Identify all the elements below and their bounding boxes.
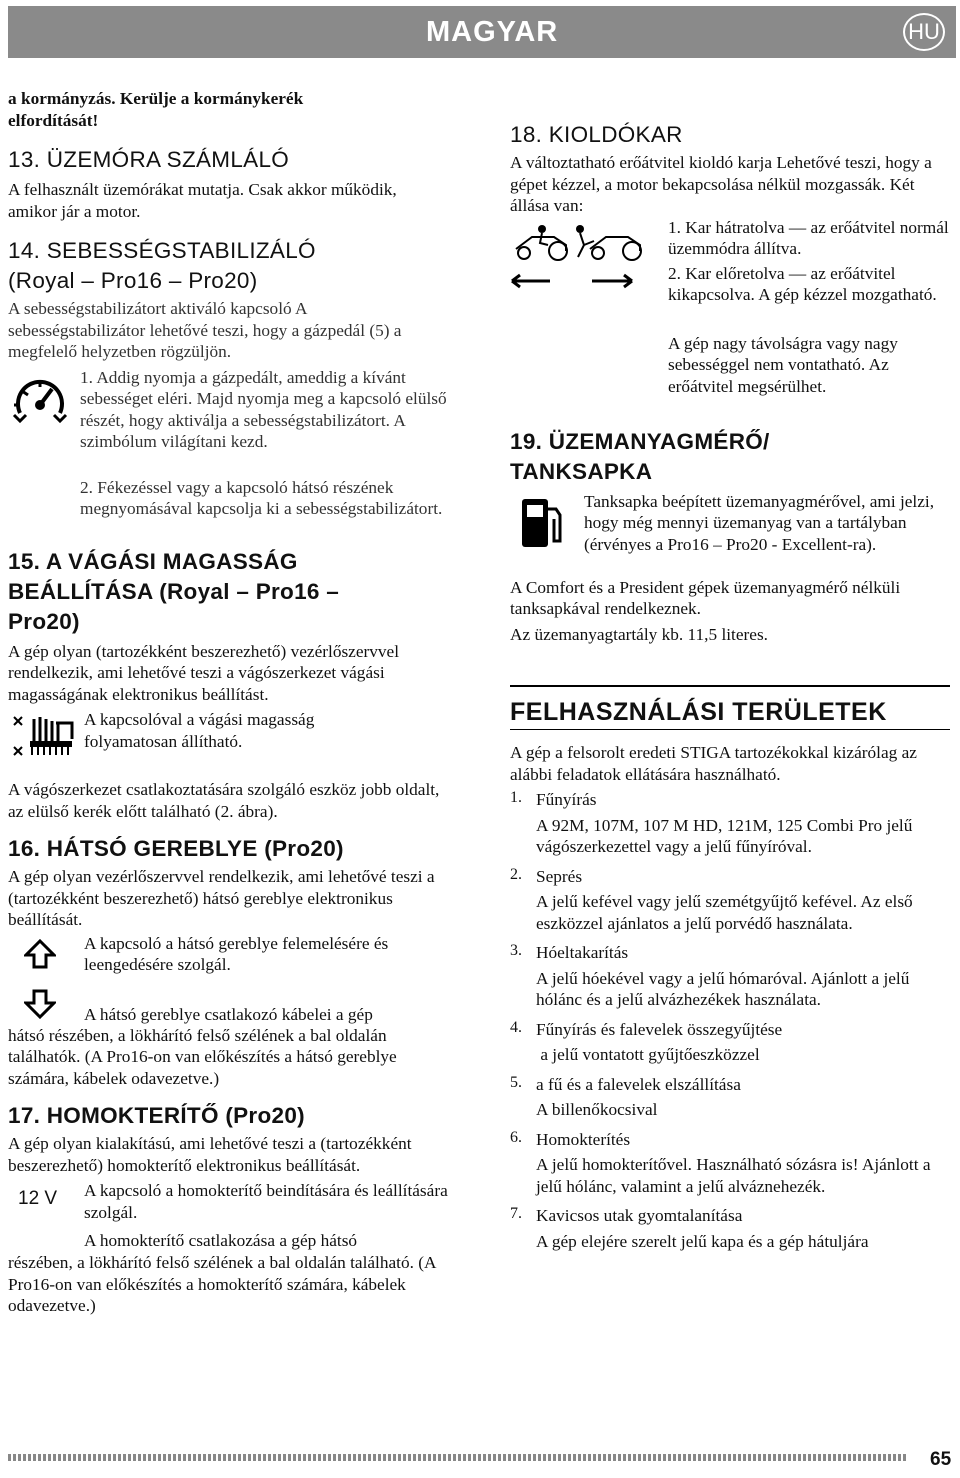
list-item-number: 7. (510, 1205, 522, 1222)
arrow-down-icon (24, 989, 56, 1019)
list-item-desc: A jelű homokterítővel. Használható sózásra is! Ajánlott a jelű hólánc, valamint a jelű alváznehezék. (536, 1155, 931, 1196)
intro-warning: a kormányzás. Kerülje a kormánykerék elfordítását! (8, 89, 304, 130)
list-item-number: 3. (510, 942, 522, 959)
list-item (510, 1019, 955, 1066)
uses-title: FELHASZNÁLÁSI TERÜLETEK (510, 698, 887, 726)
section-19-text-2: A Comfort és a President gépek üzemanyagmérő nélküli tanksapkával rendelkeznek. (510, 577, 901, 618)
section-16-title: 16. HÁTSÓ GEREBLYE (Pro20) (8, 836, 344, 861)
uses-list (510, 789, 955, 1252)
section-13-title: 13. ÜZEMÓRA SZÁMLÁLÓ (8, 147, 290, 172)
section-18-warning: A gép nagy távolságra vagy nagy sebességgel nem vontatható. Az erőátvitel megsérülhet. (668, 333, 898, 396)
section-14-step-2: 2. Fékezéssel vagy a kapcsoló hátsó részének megnyomásával kapcsolja ki a sebességstabilizátort. (80, 477, 443, 518)
section-17-text-2a: A homokterítő csatlakozása a gép hátsó (84, 1231, 358, 1250)
voltage-icon-label: 12 V (18, 1188, 58, 1209)
cutting-height-icon (12, 713, 76, 757)
section-15-icon-text: A kapcsolóval a vágási magasság folyamatosan állítható. (84, 710, 315, 751)
list-item-number: 6. (510, 1128, 522, 1146)
footer-bar (8, 1454, 908, 1461)
section-17-icon-text: A kapcsoló a homokterítő beindítására és leállítására szolgál. (84, 1181, 448, 1222)
list-item-desc: A jelű kefével vagy jelű szemétgyűjtő kefével. Az első eszközzel ajánlatos a jelű porvédő használata. (536, 892, 913, 933)
list-item-desc: A gép elejére szerelt jelű kapa és a gép hátuljára (536, 1231, 869, 1251)
sand-spreader-block (8, 1180, 458, 1252)
section-16-text: A gép olyan vezérlőszervvel rendelkezik, ami lehetővé teszi a (tartozékként beszerezhető) hátsó gereblye elektronikus beállítását. (8, 867, 435, 929)
list-item-title: a fű és a falevelek elszállítása (536, 1074, 741, 1094)
language-badge: HU (903, 13, 945, 51)
list-item-title: Seprés (536, 866, 583, 886)
list-item (510, 1205, 955, 1252)
section-15-text: A gép olyan (tartozékként beszerezhető) vezérlőszervvel rendelkezik, ami lehetővé teszi a vágószerkezet vágási magasságának elektronikus beállítást. (8, 641, 400, 704)
tractor-push-icon (510, 223, 655, 293)
section-14-title: 14. SEBESSÉGSTABILIZÁLÓ (8, 238, 316, 263)
list-item-number: 4. (510, 1018, 522, 1036)
section-16-icon-text: A kapcsoló a hátsó gereblye felemelésére és leengedésére szolgál. (84, 933, 389, 974)
fuel-pump-icon (518, 495, 566, 551)
section-17-title: 17. HOMOKTERÍTŐ (Pro20) (8, 1103, 305, 1128)
list-item (510, 1129, 955, 1198)
list-item (510, 942, 955, 1011)
list-item-number: 5. (510, 1073, 522, 1091)
uses-title-underline (510, 729, 950, 730)
list-item-desc: A jelű hóekével vagy a jelű hómaróval. Ajánlott a jelű hólánc és a jelű alvázhezékek használata. (536, 968, 910, 1009)
list-item-title: Homokterítés (536, 1129, 631, 1149)
fuel-gauge-block (510, 491, 955, 577)
section-19-title: 19. ÜZEMANYAGMÉRŐ/ (510, 428, 770, 454)
section-14-subtitle: (Royal – Pro16 – Pro20) (8, 268, 258, 293)
section-16-text-2b: hátsó részében, a lökhárító felső szélének a bal oldalán találhatók. (A Pro16-on van előkészítés a hátsó gereblye számára, kábelek odavezetve.) (8, 1025, 397, 1088)
cruise-control-block (8, 367, 458, 547)
list-item (510, 1074, 955, 1121)
section-18-option-1: 1. Kar hátratolva — az erőátvitel normál üzemmódra állítva. (668, 217, 949, 258)
section-19-subtitle: TANKSAPKA (510, 458, 653, 484)
release-lever-block (510, 217, 955, 423)
list-item-title: Hóeltakarítás (536, 943, 629, 962)
page-number: 65 (930, 1449, 952, 1470)
section-19-icon-text: Tanksapka beépített üzemanyagmérővel, ami jelzi, hogy még mennyi üzemanyag van a tartályban (érvényes a Pro16 – Pro20 - Excellent-ra). (584, 491, 935, 554)
section-divider (510, 685, 950, 687)
section-18-title: 18. KIOLDÓKAR (510, 122, 683, 147)
list-item-title: Fűnyírás (536, 790, 597, 809)
list-item (510, 789, 955, 858)
list-item-desc: A billenőkocsival (536, 1100, 658, 1119)
section-16-text-2a: A hátsó gereblye csatlakozó kábelei a gép (84, 1004, 373, 1024)
left-column (8, 88, 458, 1317)
speedometer-icon (12, 375, 68, 427)
page-header (8, 6, 956, 58)
list-item-number: 1. (510, 789, 522, 806)
section-18-text: A változtatható erőátvitel kioldó karja Lehetővé teszi, hogy a gépet kézzel, a motor bekapcsolása nélkül mozgassák. Két állása van: (510, 153, 932, 215)
section-15-title: 15. A VÁGÁSI MAGASSÁG BEÁLLÍTÁSA (Royal – Pro16 – Pro20) (8, 548, 340, 634)
section-19-text-3: Az üzemanyagtartály kb. 11,5 literes. (510, 624, 769, 644)
list-item (510, 866, 955, 935)
uses-intro: A gép a felsorolt eredeti STIGA tartozékokkal kizárólag az alábbi feladatok ellátására használható. (510, 743, 917, 784)
section-13-text: A felhasznált üzemórákat mutatja. Csak akkor működik, amikor jár a motor. (8, 180, 397, 221)
rear-rake-block (8, 933, 458, 1025)
list-item-number: 2. (510, 865, 522, 883)
arrow-up-icon (24, 939, 56, 969)
section-15-text-2: A vágószerkezet csatlakoztatására szolgáló eszköz jobb oldalt, az elülső kerék előtt található (2. ábra). (8, 780, 440, 821)
list-item-desc: A 92M, 107M, 107 M HD, 121M, 125 Combi Pro jelű vágószerkezettel vagy a jelű fűnyíróval. (536, 815, 913, 856)
section-18-option-2: 2. Kar előretolva — az erőátvitel kikapcsolva. A gép kézzel mozgatható. (668, 263, 937, 304)
right-column (510, 120, 955, 1252)
section-17-text: A gép olyan kialakítású, ami lehetővé teszi a (tartozékként beszerezhető) homokterítő elektronikus beállítását. (8, 1134, 412, 1175)
list-item-desc: a jelű vontatott gyűjtőeszközzel (536, 1045, 760, 1064)
section-17-text-2b: részében, a lökhárító felső szélének a bal oldalán található. (A Pro16-on van előkészítés a homokterítő számára, kábelek odavezetve.) (8, 1253, 436, 1315)
section-14-step-1: 1. Addig nyomja a gázpedált, ameddig a kívánt sebességet eléri. Majd nyomja meg a kapcsoló elülső részét, hogy aktiválja a sebességstabilizátort. A szimbólum világítani kezd. (80, 367, 447, 451)
list-item-title: Kavicsos utak gyomtalanítása (536, 1206, 743, 1225)
list-item-title: Fűnyírás és falevelek összegyűjtése (536, 1019, 783, 1039)
section-14-text: A sebességstabilizátort aktiváló kapcsoló A sebességstabilizátor lehetővé teszi, hogy a gázpedál (5) a megfelelő helyzetben rögzüljön. (8, 299, 402, 361)
language-title: MAGYAR (426, 16, 559, 48)
cut-height-block (8, 709, 458, 763)
